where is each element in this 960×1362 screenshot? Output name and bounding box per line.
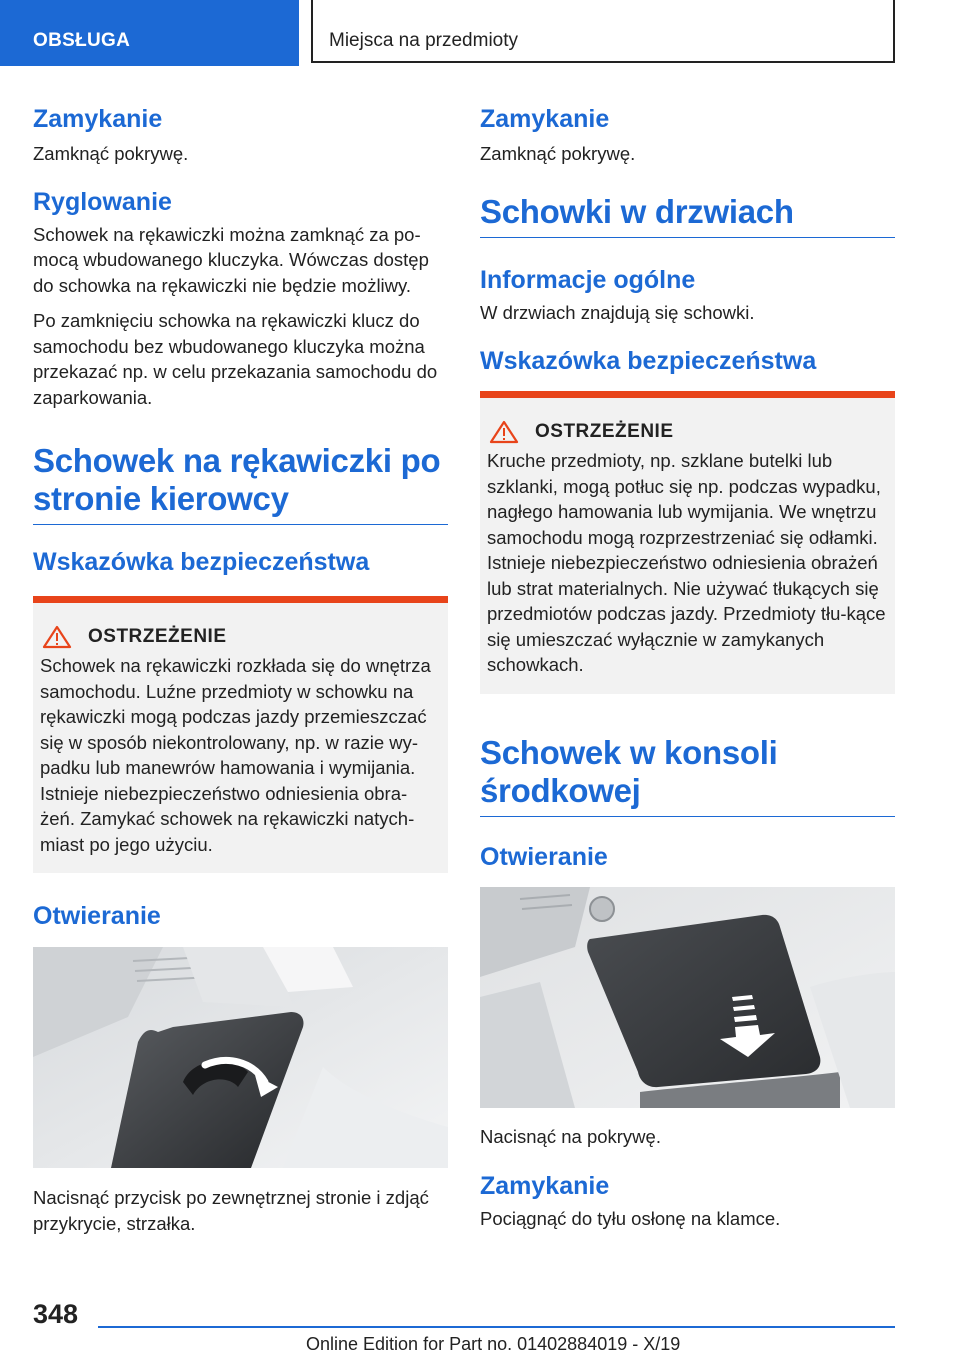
text-closing: Zamknąć pokrywę. [33, 143, 189, 164]
heading-glovebox-driver: Schowek na rękawiczki po stronie kierowcy [33, 442, 448, 525]
figure-center-console [480, 887, 895, 1108]
header-section-tab [0, 0, 299, 66]
heading-closing-console: Zamykanie [480, 1172, 610, 1200]
heading-locking: Ryglowanie [33, 187, 172, 216]
warning-text: Schowek na rękawiczki rozkłada się do wnętrza samochodu. Luźne przedmioty w schowku na rękawiczki mogą podczas jazdy przemieszczać się w sposób niekontrolowany, np. w razie wy-padku lub manewrów hamowania i wymijania. Istnieje niebezpieczeństwo odniesienia obra-żeń. Zamykać schowek na rękawiczki natych-miast po jego użyciu. [40, 655, 431, 855]
page-number: 348 [33, 1299, 79, 1329]
heading-opening-right: Otwieranie [480, 842, 608, 871]
warning-triangle-icon [42, 625, 72, 649]
text-opening: Nacisnąć przycisk po zewnętrznej stronie i zdjąć przykrycie, strzałka. [33, 1187, 429, 1234]
text-closing-console: Pociągnąć do tyłu osłonę na klamce. [480, 1208, 781, 1229]
heading-general-info: Informacje ogólne [480, 265, 696, 294]
figure-glovebox-driver [33, 947, 448, 1168]
heading-door-compartments: Schowki w drzwiach [480, 193, 895, 238]
footer-rule [98, 1326, 895, 1328]
warning-triangle-icon [489, 420, 519, 444]
heading-closing: Zamykanie [33, 105, 163, 133]
heading-safety-note: Wskazówka bezpieczeństwa [33, 548, 370, 576]
warning-box [33, 596, 448, 873]
console-illustration [480, 887, 895, 1108]
right-column [480, 100, 895, 1232]
header-chapter-label: Miejsca na przedmioty [329, 30, 519, 51]
header-chapter-box [311, 0, 895, 63]
text-general-info: W drzwiach znajdują się schowki. [480, 301, 755, 323]
glovebox-illustration [33, 947, 448, 1168]
text-closing-right: Zamknąć pokrywę. [480, 143, 636, 164]
header-section-label: OBSŁUGA [33, 30, 131, 51]
text-locking-2: Po zamknięciu schowka na rękawiczki klucz do samochodu bez wbudowanego kluczyka można przekazać np. w celu przekazania samochodu do zaparkowania. [33, 310, 438, 408]
heading-center-console: Schowek w konsoli środkowej [480, 734, 895, 817]
text-opening-right: Nacisnąć na pokrywę. [480, 1125, 661, 1147]
heading-opening: Otwieranie [33, 902, 161, 930]
warning-text-right: Kruche przedmioty, np. szklane butelki lub szklanki, mogą potłuc się np. podczas wypadku, nagłego hamowania lub wymijania. We wnętrzu samochodu mogą rozprzestrzeniać się odłamki. Istnieje niebezpieczeństwo odniesienia obrażeń lub strat materialnych. Nie używać tłukących się przedmiotów podczas jazdy. Przedmioty tłu-kące się umieszczać wyłącznie w zamykanych schowkach. [487, 450, 886, 675]
footer-edition: Online Edition for Part no. 01402884019 - X/19 [306, 1334, 681, 1354]
warning-label-right: OSTRZEŻENIE [535, 421, 674, 442]
heading-closing-right: Zamykanie [480, 105, 610, 133]
left-column [33, 100, 448, 1236]
text-locking-1: Schowek na rękawiczki można zamknąć za po-mocą wbudowanego kluczyka. Wówczas dostęp do schowka na rękawiczki nie będzie możliwy. [33, 223, 429, 296]
heading-safety-note-right: Wskazówka bezpieczeństwa [480, 347, 817, 375]
warning-box-right [480, 391, 895, 694]
warning-label: OSTRZEŻENIE [88, 626, 227, 647]
